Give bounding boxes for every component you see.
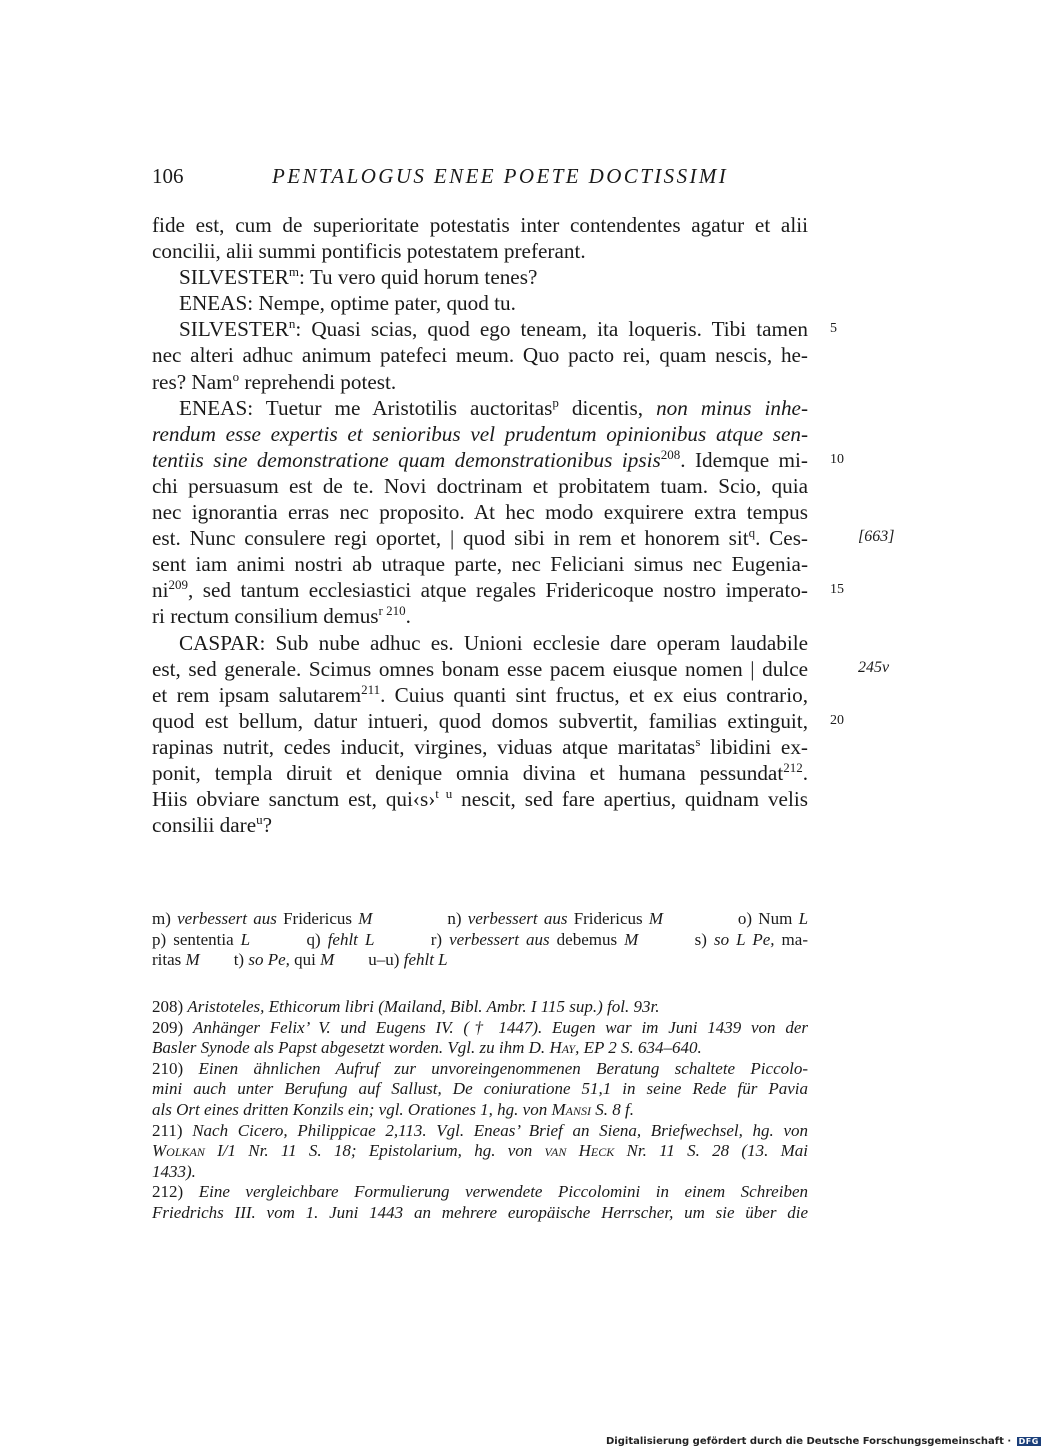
- apparatus-line: [152, 909, 808, 930]
- text-line: [152, 395, 808, 421]
- italic-run: fehlt L: [327, 929, 375, 949]
- historical-footnotes: [152, 997, 808, 1224]
- italic-run: verbessert aus: [449, 929, 550, 949]
- footer-credit: [606, 1436, 1041, 1447]
- text-line: [152, 551, 808, 577]
- text-run: r): [374, 929, 450, 949]
- italic-run: tentiis sine demonstratione quam demonstrationibus ipsis: [152, 447, 661, 472]
- note-marker: s: [695, 733, 701, 749]
- text-run: ma-: [774, 929, 808, 949]
- text-run: Fridericus: [276, 909, 359, 928]
- small-caps-name: Hay: [549, 1038, 576, 1058]
- footnote-number: 208): [152, 997, 188, 1016]
- footnote-line: [152, 1038, 808, 1059]
- text-run: , sed tantum ecclesiastici atque regales Fridericoque nostro imperato-: [187, 578, 808, 603]
- text-run: p) sententia: [152, 929, 241, 949]
- note-marker: t u: [435, 786, 453, 801]
- footer-text: Digitalisierung gefördert durch die Deutsche Forschungsgemeinschaft ·: [606, 1436, 1012, 1447]
- text-run: CASPAR: Sub nube adhuc es. Unioni ecclesie dare operam laudabile: [179, 630, 808, 655]
- text-line: [152, 499, 808, 525]
- italic-run: Nr. 11 S. 28 (13. Mai: [614, 1141, 808, 1161]
- italic-run: M: [320, 950, 335, 969]
- text-run: quod est bellum, datur intueri, quod domos subvertit, familias extinguit,: [152, 708, 808, 733]
- note-marker: 212: [783, 759, 803, 775]
- text-line: [152, 290, 808, 316]
- text-run: m): [152, 909, 178, 928]
- running-header: [152, 164, 812, 194]
- italic-run: so Pe,: [248, 950, 290, 969]
- text-run: concilii, alii summi pontificis potestatem preferant.: [152, 239, 586, 264]
- text-run: . Ces-: [755, 526, 808, 551]
- text-line: [152, 656, 808, 682]
- text-run: sent iam animi nostri ab utraque parte, nec Feliciani simus nec Eugenia-: [152, 552, 808, 577]
- italic-run: Eine vergleichbare Formulierung verwendete Piccolomini in einem Schreiben: [198, 1182, 808, 1202]
- italic-run: Einen ähnlichen Aufruf zur unvoreingenommenen Beratung schaltete Piccolo-: [198, 1058, 808, 1078]
- italic-run: verbessert aus: [177, 909, 277, 928]
- text-run: n): [372, 909, 468, 928]
- italic-run: M: [185, 950, 200, 969]
- text-line: [152, 525, 808, 551]
- footnote-line: [152, 1203, 808, 1224]
- italic-run: 1433).: [152, 1161, 196, 1181]
- line-number: 5: [830, 321, 837, 337]
- text-run: ri rectum consilium demus: [152, 604, 379, 629]
- italic-run: Nach Cicero, Philippicae 2,113. Vgl. Eneas’ Brief an Siena, Briefwechsel, hg. von: [192, 1120, 808, 1140]
- text-run: Fridericus: [567, 909, 649, 928]
- note-marker: m: [288, 264, 300, 280]
- italic-run: so L Pe,: [713, 929, 775, 949]
- text-run: : Quasi scias, quod ego teneam, ita loqueris. Tibi tamen: [295, 317, 808, 342]
- italic-run: M: [358, 909, 373, 928]
- note-marker: q: [748, 525, 756, 541]
- text-run: ni: [152, 578, 169, 603]
- page-number: 106: [152, 164, 184, 188]
- footnote-line: [152, 1141, 808, 1162]
- italic-run: L: [240, 929, 251, 949]
- text-line: [152, 316, 808, 342]
- footnote-number: 209): [152, 1017, 193, 1037]
- italic-run: mini auch unter Berufung auf Sallust, De coniuratione 51,1 in seine Rede für Pavia: [152, 1079, 808, 1099]
- running-title: PENTALOGUS ENEE POETE DOCTISSIMI: [272, 164, 729, 188]
- text-run: et rem ipsam salutarem: [152, 682, 362, 707]
- dfg-logo-icon: DFG: [1018, 1436, 1039, 1446]
- note-marker: u: [256, 812, 263, 828]
- text-run: t): [199, 950, 249, 969]
- text-run: . Idemque mi-: [680, 447, 808, 472]
- text-line: [152, 212, 808, 238]
- footnote-line: [152, 1079, 808, 1100]
- note-marker: 209: [168, 577, 188, 593]
- small-caps-name: Wolkan: [152, 1141, 205, 1161]
- text-line: [152, 421, 808, 447]
- footnote-line: [152, 1162, 808, 1183]
- text-line: [152, 577, 808, 603]
- text-line: [152, 734, 808, 760]
- footnote-number: 210): [152, 1058, 199, 1078]
- text-run: est, sed generale. Scimus omnes bonam esse pacem eiusque nomen | dulce: [152, 656, 808, 681]
- footnote-number: 211): [152, 1120, 193, 1140]
- text-run: SILVESTER: [179, 317, 289, 342]
- critical-apparatus: [152, 909, 808, 971]
- line-number: 10: [830, 451, 844, 467]
- folio-reference: 245v: [858, 658, 890, 676]
- text-line: [152, 812, 808, 838]
- footnote-line: [152, 1059, 808, 1080]
- text-line: [152, 682, 808, 708]
- note-marker: n: [288, 316, 296, 332]
- text-run: s): [638, 929, 714, 949]
- text-line: [152, 473, 808, 499]
- note-marker: r 210: [378, 603, 406, 619]
- italic-run: I/1 Nr. 11 S. 18; Epistolarium, hg. von: [204, 1141, 545, 1161]
- text-run: ?: [262, 813, 273, 838]
- text-line: [152, 342, 808, 368]
- line-number: 15: [830, 582, 844, 598]
- footnote-number: 212): [152, 1182, 199, 1202]
- text-line: [152, 786, 808, 812]
- italic-run: Aristoteles, Ethicorum libri (Mailand, Bibl. Ambr. I 115 sup.) fol. 93r.: [187, 997, 660, 1016]
- text-run: qui: [289, 950, 321, 969]
- italic-run: rendum esse expertis et senioribus vel prudentum opinionibus atque sen-: [152, 421, 808, 446]
- text-run: consilii dare: [152, 813, 257, 838]
- text-run: nec ignorantia erras nec proposito. At hec modo exquirere extra tempus: [152, 500, 808, 525]
- main-text: [152, 212, 808, 838]
- apparatus-line: [152, 950, 808, 971]
- italic-run: M: [624, 929, 639, 949]
- text-run: : Tu vero quid horum tenes?: [299, 265, 538, 290]
- text-line: [152, 369, 808, 395]
- text-run: nescit, sed fare apertius, quidnam velis: [452, 787, 808, 812]
- text-run: nec alteri adhuc animum patefeci meum. Quo pacto rei, quam nescis, he-: [152, 343, 808, 368]
- note-marker: 211: [361, 681, 381, 697]
- text-line: [152, 630, 808, 656]
- text-run: est. Nunc consulere regi oportet, | quod sibi in rem et honorem sit: [152, 526, 749, 551]
- text-line: [152, 238, 808, 264]
- italic-run: Basler Synode als Papst abgesetzt worden. Vgl. zu ihm D.: [152, 1038, 550, 1058]
- text-run: .: [405, 604, 411, 629]
- italic-run: L: [798, 909, 809, 928]
- note-marker: p: [552, 394, 559, 410]
- text-line: [152, 603, 808, 629]
- text-line: [152, 760, 808, 786]
- text-run: rapinas nutrit, cedes inducit, virgines, viduas atque maritatas: [152, 734, 696, 759]
- text-run: ENEAS: Nempe, optime pater, quod tu.: [179, 291, 516, 316]
- small-caps-name: van Heck: [544, 1141, 615, 1161]
- note-marker: o: [232, 368, 240, 384]
- italic-run: non minus inhe-: [656, 395, 809, 420]
- text-line: [152, 264, 808, 290]
- footnote-line: [152, 997, 808, 1018]
- folio-reference: [663]: [858, 528, 895, 546]
- italic-run: Anhänger Felix’ V. und Eugens IV. († 1447). Eugen war im Juni 1439 von der: [192, 1017, 808, 1037]
- italic-run: M: [648, 909, 664, 928]
- text-run: fide est, cum de superioritate potestatis inter contendentes agatur et alii: [152, 213, 808, 237]
- italic-run: S. 8 f.: [590, 1099, 634, 1119]
- footnote-line: [152, 1018, 808, 1039]
- line-number: 20: [830, 712, 844, 728]
- text-run: chi persuasum est de te. Novi doctrinam et probitatem tuam. Scio, quia: [152, 473, 808, 498]
- footnote-line: [152, 1121, 808, 1142]
- text-run: SILVESTER: [179, 265, 289, 290]
- text-run: ritas: [152, 950, 186, 969]
- text-run: u–u): [334, 950, 404, 969]
- text-run: q): [250, 929, 328, 949]
- text-run: debemus: [549, 929, 625, 949]
- italic-run: als Ort eines dritten Konzils ein; vgl. Orationes 1, hg. von: [152, 1099, 552, 1119]
- text-run: reprehendi potest.: [239, 369, 397, 394]
- text-run: ponit, templa diruit et denique omnia divina et humana pessundat: [152, 760, 784, 785]
- italic-run: , EP 2 S. 634–640.: [575, 1038, 702, 1058]
- text-run: dicentis,: [558, 395, 657, 420]
- text-run: . Cuius quanti sint fructus, et ex eius contrario,: [380, 682, 809, 707]
- text-line: [152, 447, 808, 473]
- small-caps-name: Mansi: [551, 1099, 591, 1119]
- footnote-line: [152, 1100, 808, 1121]
- text-line: [152, 708, 808, 734]
- italic-run: Friedrichs III. vom 1. Juni 1443 an mehrere europäische Herrscher, um sie über die: [152, 1202, 808, 1222]
- footnote-line: [152, 1182, 808, 1203]
- text-run: Hiis obviare sanctum est, qui‹s›: [152, 787, 436, 812]
- text-run: o) Num: [663, 909, 799, 928]
- text-run: ENEAS: Tuetur me Aristotilis auctoritas: [179, 395, 553, 420]
- text-run: .: [802, 760, 808, 785]
- apparatus-line: [152, 930, 808, 951]
- italic-run: verbessert aus: [467, 909, 568, 928]
- text-run: libidini ex-: [700, 734, 808, 759]
- italic-run: fehlt L: [403, 950, 448, 969]
- text-run: res? Nam: [152, 369, 233, 394]
- note-marker: 208: [660, 446, 681, 462]
